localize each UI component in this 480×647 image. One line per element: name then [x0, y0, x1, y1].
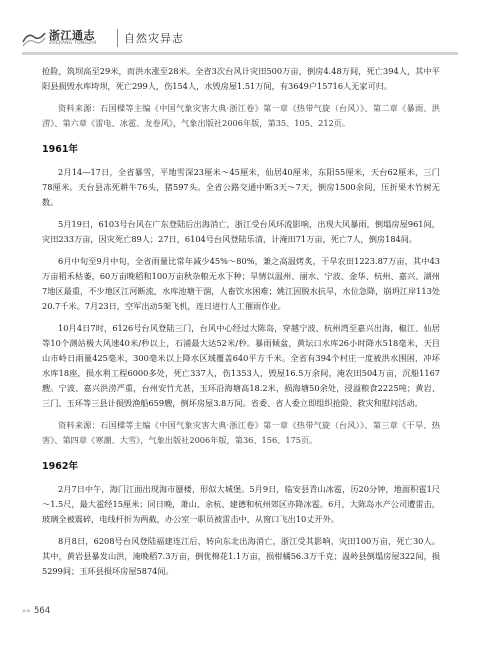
book-title-romanized: ZHEJIANG TONGZHI	[49, 41, 97, 46]
page-arrows-icon: »»	[22, 607, 31, 615]
book-title: 浙江通志	[49, 29, 95, 42]
header-separator	[117, 29, 118, 47]
paragraph: 5月19日，6103号台风在广东登陆后出海消亡，浙江受台风环流影响，出现大风暴雨，倒塌房屋961间，灾田233万亩，因灾死亡89人；27日，6104号台风登陆乐清，计淹田71万亩，死亡7人，倒房184间。	[42, 219, 440, 244]
paragraph: 2月14—17日，全省暴雪，平地雪深23厘米～45厘米，仙居40厘米，东阳55厘米，天台62厘米，三门78厘米。天台县冻死耕牛76头，猪597头。全省公路交通中断3天～7天，倒房1500余间，压折果木竹树无数。	[42, 167, 440, 207]
header-rule	[22, 52, 458, 55]
paragraph: 6月中旬至9月中旬，全省雨量比常年减少45%～80%，兼之高温烤炙，干旱农田1223.87万亩，其中43万亩稻禾枯萎，60万亩晚稻和100万亩秋杂粮无水下种；旱情以温州、丽水、宁波、金华、杭州、嘉兴、湖州7地区最重，不少地区江河断流，水库池塘干涸，人畜饮水困难；姚江因脱水抗旱，水位急降，崩坍江岸113处20.7千米。7月23日，空军出动5架飞机，连日进行人工催雨作业。	[42, 256, 440, 311]
source-note: 资料来源：石国樑等主编《中国气象灾害大典·浙江卷》第一章《热带气旋（台风）》、第二章《暴雨、洪涝》、第六章《雷电、冰雹、龙卷风》，气象出版社2006年版，第35、105、212页。	[42, 103, 440, 128]
paragraph: 2月7日中午，海门江面出现海市蜃楼，形似大城堡。5月9日，临安县青山冰雹，历20分钟，地面积雹1尺～1.5尺，最大雹经15厘米；同日晚，萧山、余杭、建德和杭州郊区亦降冰雹。6月，大陈岛水产公司遭雷击，玻璃全被震碎，电线杆折为两截，办公室一职员被雷击中，从窗口飞出10丈开外。	[42, 484, 440, 524]
page-header	[0, 0, 480, 60]
paragraph: 10月4日7时，6126号台风登陆三门，台风中心经过大陈岛，穿越宁波，杭州湾至嘉兴出海，椒江、仙居等10个测站极大风速40米/秒以上，石浦最大达52米/秒。暴雨倾盆，黄坛口水库26小时降水518毫米，天目山市岭日雨量425毫米，300毫米以上降水区域覆盖640平方千米。全省有394个村庄一度被洪水围困，冲坏水库18座，损水利工程6000多处，死亡337人，伤1353人，毁屋16.5万余间，淹农田504万亩，沉船1167艘。宁波、嘉兴洪涝严重，台州安竹尤甚，玉环沿海塘高18.2米，损海塘50余处，浸溢粮食2225吨；黄岩、三门、玉环等三县计损毁渔船659艘，倒坏房屋3.8万间。省委、省人委立即组织抢险、救灾和慰问活动。	[42, 323, 440, 408]
year-heading: 1962年	[42, 461, 78, 472]
page-number: 564	[34, 606, 51, 616]
year-heading: 1961年	[42, 144, 78, 155]
source-note: 资料来源：石国樑等主编《中国气象灾害大典·浙江卷》第一章《热带气旋（台风）》、第三章《干旱、热害》、第四章《寒潮、大雪》，气象出版社2006年版，第36、156、175页。	[42, 420, 440, 445]
section-title: 自然灾异志	[124, 32, 184, 45]
wave-logo-icon	[22, 28, 46, 48]
book-logo	[22, 26, 112, 52]
paragraph: 8月8日，6208号台风登陆福建连江后，转向东北出海消亡，浙江受其影响，灾田100万亩，死亡30人。其中，黄岩县暴发山洪，淹晚稻7.3万亩，倒优棉花1.1万亩，损柑橘56.3万千克；温岭县倒塌房屋322间，损5299间；玉环县损坏房屋5874间。	[42, 536, 440, 576]
paragraph: 抢险，筑坝高至29米，而洪水涨至28米。全省3次台风计灾田500万亩，倒房4.48万间，死亡394人，其中平阳县损毁水库垮坝，死亡299人，伤154人，水毁房屋1.51万间，有3649户15716人无家可归。	[42, 66, 440, 91]
page-body	[42, 64, 440, 586]
